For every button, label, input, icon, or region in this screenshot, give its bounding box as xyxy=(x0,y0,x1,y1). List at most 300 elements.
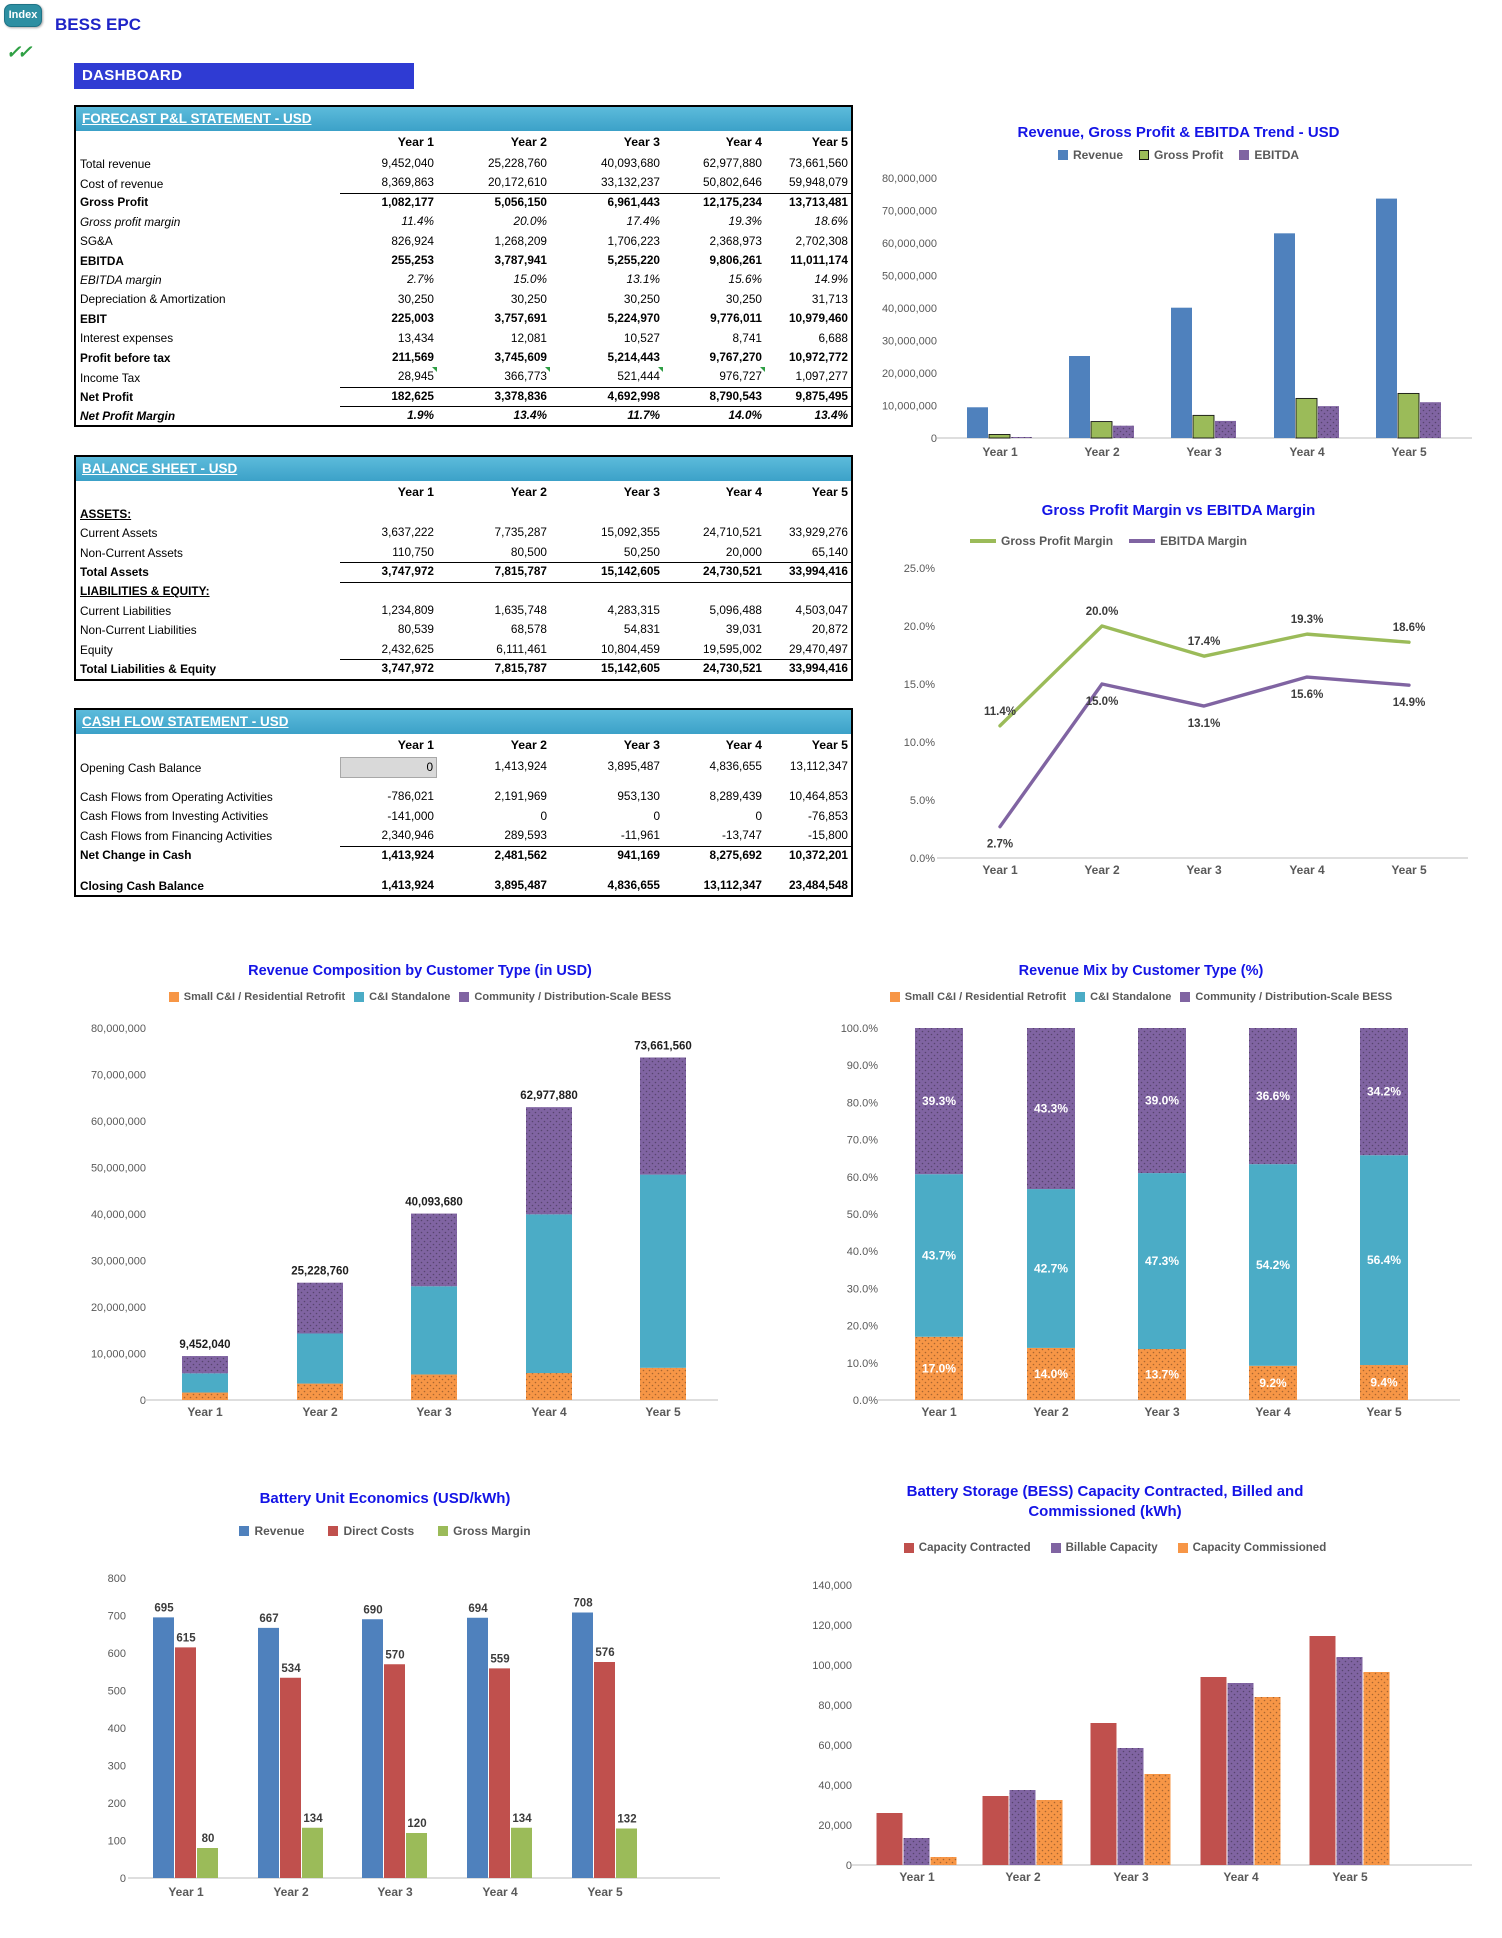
value-cell[interactable]: 9,806,261 xyxy=(709,252,762,267)
table-row xyxy=(76,846,851,865)
svg-text:Year 3: Year 3 xyxy=(1144,1405,1180,1419)
value-cell[interactable]: 50,802,646 xyxy=(663,173,765,193)
value-cell[interactable]: 15.0% xyxy=(513,272,547,287)
value-cell[interactable]: 953,130 xyxy=(617,789,660,804)
value-cell[interactable]: 1,706,223 xyxy=(607,233,660,248)
value-cell[interactable]: 5,255,220 xyxy=(607,252,660,267)
value-cell[interactable] xyxy=(550,504,663,523)
table-row xyxy=(76,757,851,776)
dashboard-banner: DASHBOARD xyxy=(74,63,414,89)
value-cell[interactable]: 14.0% xyxy=(728,408,762,423)
value-cell[interactable]: 3,895,487 xyxy=(494,877,547,892)
svg-text:15.0%: 15.0% xyxy=(1085,696,1119,708)
value-cell[interactable]: 13.1% xyxy=(626,272,660,287)
table-row xyxy=(76,543,851,562)
value-cell[interactable] xyxy=(550,582,663,601)
value-cell[interactable]: 2,340,946 xyxy=(340,826,437,846)
table-row xyxy=(76,582,851,601)
svg-text:10,000,000: 10,000,000 xyxy=(90,1348,146,1361)
value-cell[interactable]: 10,464,853 xyxy=(788,789,848,804)
value-cell[interactable]: 225,003 xyxy=(391,311,434,326)
svg-text:Year 5: Year 5 xyxy=(1391,863,1427,877)
row-label-cell[interactable]: Cost of revenue xyxy=(80,176,164,191)
value-cell[interactable]: 3,747,972 xyxy=(381,661,434,676)
value-cell[interactable] xyxy=(765,865,851,876)
svg-text:13.1%: 13.1% xyxy=(1187,718,1221,731)
value-cell[interactable]: 9,452,040 xyxy=(381,156,434,170)
svg-text:Year 5: Year 5 xyxy=(645,1405,681,1419)
value-cell[interactable]: 5,214,443 xyxy=(607,349,660,364)
index-nav-button[interactable]: Index xyxy=(4,4,42,27)
legend-label: Revenue xyxy=(254,1524,305,1538)
row-label-cell[interactable]: Net Profit xyxy=(80,389,134,404)
row-label-cell[interactable]: Equity xyxy=(80,642,113,657)
value-cell[interactable]: 521,444 xyxy=(550,367,663,387)
legend-label: Gross Profit Margin xyxy=(1001,534,1114,548)
cashflow-column-headers xyxy=(76,734,851,757)
svg-text:30,000,000: 30,000,000 xyxy=(90,1255,146,1268)
value-cell[interactable]: 20,872 xyxy=(811,622,848,637)
svg-text:47.3%: 47.3% xyxy=(1144,1254,1180,1269)
legend-label: EBITDA xyxy=(1254,148,1300,162)
value-cell[interactable]: 12,175,234 xyxy=(702,194,762,209)
value-cell[interactable]: 24,730,521 xyxy=(702,661,762,676)
value-cell[interactable]: 14.9% xyxy=(814,272,848,287)
svg-text:9.2%: 9.2% xyxy=(1259,1375,1287,1390)
svg-text:Year 1: Year 1 xyxy=(921,1405,957,1419)
value-cell[interactable]: 15,142,605 xyxy=(600,661,660,676)
svg-text:0.0%: 0.0% xyxy=(852,1395,878,1407)
value-cell[interactable]: 20,000 xyxy=(663,543,765,563)
row-label-cell[interactable]: Net Profit Margin xyxy=(80,408,176,423)
svg-text:11.4%: 11.4% xyxy=(984,705,1016,718)
value-cell[interactable]: 8,289,439 xyxy=(709,789,762,804)
value-cell[interactable]: 13,713,481 xyxy=(788,194,848,209)
value-cell[interactable]: 17.4% xyxy=(626,214,660,229)
value-cell[interactable]: 2,702,308 xyxy=(795,233,848,248)
svg-text:50,000,000: 50,000,000 xyxy=(881,270,937,283)
row-label-cell[interactable]: Profit before tax xyxy=(80,350,171,365)
table-row xyxy=(76,640,851,659)
value-cell[interactable] xyxy=(340,504,437,523)
value-cell[interactable]: 9,875,495 xyxy=(765,387,851,407)
svg-text:534: 534 xyxy=(281,1662,301,1675)
value-cell[interactable]: 5,224,970 xyxy=(607,311,660,326)
value-cell[interactable]: -15,800 xyxy=(765,826,851,846)
value-cell[interactable]: 5,096,488 xyxy=(709,602,762,617)
pnl-table-title: FORECAST P&L STATEMENT - USD xyxy=(76,107,851,131)
svg-text:19.3%: 19.3% xyxy=(1290,614,1324,627)
svg-text:60,000,000: 60,000,000 xyxy=(90,1116,146,1128)
value-cell[interactable]: 2,481,562 xyxy=(494,847,547,862)
value-cell[interactable]: 8,741 xyxy=(732,330,762,345)
value-cell[interactable]: -13,747 xyxy=(663,826,765,846)
value-cell[interactable]: 9,776,011 xyxy=(710,311,762,326)
svg-text:615: 615 xyxy=(176,1632,196,1645)
value-cell[interactable]: 13,112,347 xyxy=(703,877,762,892)
year-column-header: Year 2 xyxy=(510,135,547,149)
value-cell[interactable]: 11.4% xyxy=(401,214,434,229)
year-column-header: Year 5 xyxy=(811,135,848,149)
value-cell[interactable]: 3,637,222 xyxy=(381,525,434,540)
svg-text:Year 2: Year 2 xyxy=(1084,445,1120,459)
row-label-cell[interactable]: ASSETS: xyxy=(80,506,132,521)
value-cell[interactable]: 13.4% xyxy=(814,408,848,423)
value-cell[interactable] xyxy=(340,865,437,876)
value-cell[interactable]: 1,635,748 xyxy=(494,602,547,617)
value-cell[interactable]: 110,750 xyxy=(340,543,437,563)
svg-text:Year 4: Year 4 xyxy=(531,1405,567,1419)
value-cell[interactable]: 50,250 xyxy=(550,543,663,563)
legend-label: Gross Profit xyxy=(1154,148,1224,162)
svg-text:25,228,760: 25,228,760 xyxy=(291,1265,349,1278)
row-label-cell[interactable]: Income Tax xyxy=(80,370,141,385)
table-row xyxy=(76,290,851,309)
value-cell[interactable]: 10,527 xyxy=(623,330,660,345)
value-cell[interactable]: 30,250 xyxy=(725,291,762,306)
value-cell[interactable]: 0 xyxy=(755,808,762,823)
svg-text:60,000: 60,000 xyxy=(818,1740,852,1752)
table-row xyxy=(76,787,851,806)
chart-plot xyxy=(855,480,1502,892)
chart-revenue-mix-percent xyxy=(780,955,1502,1433)
value-cell[interactable] xyxy=(663,504,765,523)
svg-text:134: 134 xyxy=(303,1812,323,1825)
chart-plot xyxy=(780,955,1502,1433)
value-cell[interactable]: 1,082,177 xyxy=(381,194,434,209)
value-cell[interactable]: 3,745,609 xyxy=(494,349,547,364)
table-row xyxy=(76,826,851,845)
value-cell[interactable]: 1,413,924 xyxy=(494,759,547,773)
row-label-cell[interactable]: Total Assets xyxy=(80,565,149,580)
value-cell[interactable]: 366,773 xyxy=(437,367,550,387)
value-cell[interactable]: 2,368,973 xyxy=(709,233,762,248)
value-cell[interactable]: 1,097,277 xyxy=(765,367,851,387)
value-cell[interactable]: 11,011,174 xyxy=(790,252,848,267)
value-cell[interactable]: 59,948,079 xyxy=(765,173,851,193)
value-cell[interactable]: 826,924 xyxy=(391,233,434,248)
chart-plot xyxy=(780,1480,1502,1925)
svg-text:42.7%: 42.7% xyxy=(1033,1261,1069,1276)
svg-text:10.0%: 10.0% xyxy=(903,737,935,749)
year-column-header: Year 5 xyxy=(811,485,848,499)
table-row xyxy=(76,212,851,231)
row-label-cell[interactable]: SG&A xyxy=(80,234,113,249)
svg-text:43.7%: 43.7% xyxy=(921,1248,957,1263)
value-cell[interactable]: -76,853 xyxy=(807,808,848,823)
value-cell[interactable]: 5,056,150 xyxy=(494,194,547,209)
value-cell[interactable]: 31,713 xyxy=(811,291,848,306)
value-cell[interactable]: 0 xyxy=(540,808,547,823)
row-label-cell[interactable]: Non-Current Liabilities xyxy=(80,623,197,638)
value-cell[interactable]: 24,730,521 xyxy=(663,562,765,582)
svg-text:Year 1: Year 1 xyxy=(187,1405,223,1419)
balance-sheet-title: BALANCE SHEET - USD xyxy=(76,457,851,481)
svg-text:20.0%: 20.0% xyxy=(846,1320,878,1333)
value-cell[interactable]: 40,093,680 xyxy=(600,156,660,170)
chart-title: Revenue Composition by Customer Type (in USD) xyxy=(248,963,592,979)
value-cell[interactable]: 13,112,347 xyxy=(789,759,848,773)
svg-text:100.0%: 100.0% xyxy=(840,1023,878,1035)
value-cell[interactable]: 2.7% xyxy=(407,272,434,287)
value-cell[interactable]: 12,081 xyxy=(510,330,547,345)
chart-title: Battery Storage (BESS) Capacity Contracted, Billed and Commissioned (kWh) xyxy=(906,1483,1304,1520)
value-cell[interactable]: 33,994,416 xyxy=(788,661,848,676)
value-cell[interactable]: 39,031 xyxy=(725,622,762,637)
value-cell[interactable]: 62,977,880 xyxy=(702,156,762,170)
row-label-cell[interactable]: Cash Flows from Operating Activities xyxy=(80,790,273,805)
chart-title: Revenue Mix by Customer Type (%) xyxy=(1018,963,1264,979)
table-row xyxy=(76,504,851,523)
svg-text:70,000,000: 70,000,000 xyxy=(90,1069,146,1082)
value-cell[interactable]: 0 xyxy=(653,808,660,823)
svg-text:120,000: 120,000 xyxy=(812,1620,852,1632)
legend-label: Small C&I / Residential Retrofit xyxy=(183,991,346,1003)
svg-text:73,661,560: 73,661,560 xyxy=(634,1040,692,1053)
row-label-cell[interactable]: Net Change in Cash xyxy=(80,848,192,863)
value-cell[interactable]: 3,378,836 xyxy=(437,387,550,407)
value-cell[interactable]: 15.6% xyxy=(728,272,762,287)
value-cell[interactable] xyxy=(765,504,851,523)
row-label-cell[interactable]: Non-Current Assets xyxy=(80,545,183,560)
row-label-cell[interactable]: EBITDA margin xyxy=(80,273,162,288)
svg-text:10.0%: 10.0% xyxy=(846,1357,878,1370)
value-cell[interactable]: 8,369,863 xyxy=(340,173,437,193)
value-cell[interactable] xyxy=(550,776,663,787)
table-row xyxy=(76,523,851,542)
table-row xyxy=(76,876,851,895)
value-cell[interactable]: 11.7% xyxy=(627,408,660,423)
value-cell[interactable]: 1.9% xyxy=(407,408,434,423)
balance-column-headers xyxy=(76,481,851,504)
value-cell[interactable]: 68,578 xyxy=(510,622,547,637)
value-cell[interactable]: 211,569 xyxy=(392,349,434,364)
table-row xyxy=(76,154,851,173)
value-cell[interactable]: 20.0% xyxy=(513,214,547,229)
value-cell[interactable] xyxy=(437,582,550,601)
value-cell[interactable]: 18.6% xyxy=(814,214,848,229)
svg-text:570: 570 xyxy=(385,1649,405,1662)
value-cell[interactable]: 15,142,605 xyxy=(550,562,663,582)
value-cell[interactable]: -141,000 xyxy=(387,808,434,823)
value-cell[interactable]: 1,413,924 xyxy=(381,847,434,862)
table-row xyxy=(76,659,851,678)
table-row xyxy=(76,807,851,826)
value-cell[interactable]: 3,757,691 xyxy=(494,311,547,326)
legend-label: C&I Standalone xyxy=(369,991,451,1003)
row-label-cell[interactable]: Gross profit margin xyxy=(80,214,181,229)
value-cell[interactable]: 1,234,809 xyxy=(381,602,434,617)
value-cell[interactable] xyxy=(765,582,851,601)
value-cell[interactable]: 2,432,625 xyxy=(340,640,437,660)
value-cell[interactable]: 0 xyxy=(340,757,437,778)
svg-text:36.6%: 36.6% xyxy=(1255,1089,1291,1104)
value-cell[interactable]: 73,661,560 xyxy=(788,156,848,170)
value-cell[interactable]: 25,228,760 xyxy=(487,156,547,170)
value-cell[interactable] xyxy=(663,582,765,601)
chart-bess-capacity xyxy=(780,1480,1502,1925)
value-cell[interactable]: 19.3% xyxy=(728,214,762,229)
value-cell[interactable]: 54,831 xyxy=(623,622,660,637)
value-cell[interactable]: 80,500 xyxy=(437,543,550,563)
value-cell[interactable]: 289,593 xyxy=(437,826,550,846)
svg-text:30,000,000: 30,000,000 xyxy=(881,335,937,348)
value-cell[interactable]: 19,595,002 xyxy=(663,640,765,660)
legend-label: Community / Distribution-Scale BESS xyxy=(474,991,672,1003)
value-cell[interactable]: 28,945 xyxy=(340,367,437,387)
row-label-cell[interactable]: Depreciation & Amortization xyxy=(80,292,226,307)
value-cell[interactable] xyxy=(663,865,765,876)
value-cell[interactable]: 1,268,209 xyxy=(494,233,547,248)
year-column-header: Year 1 xyxy=(397,485,434,499)
row-label-cell[interactable]: Cash Flows from Investing Activities xyxy=(80,809,269,824)
value-cell[interactable]: 30,250 xyxy=(623,291,660,306)
value-cell[interactable]: 3,787,941 xyxy=(494,252,547,267)
value-cell[interactable]: 8,790,543 xyxy=(663,387,765,407)
value-cell[interactable]: 976,727 xyxy=(663,367,765,387)
value-cell[interactable]: 6,688 xyxy=(818,330,848,345)
svg-text:17.0%: 17.0% xyxy=(921,1361,957,1376)
chart-plot xyxy=(60,1480,780,1925)
svg-text:Year 3: Year 3 xyxy=(377,1885,413,1899)
chart-plot xyxy=(60,955,780,1433)
value-cell[interactable] xyxy=(437,504,550,523)
legend-label: Billable Capacity xyxy=(1065,1542,1158,1554)
value-cell[interactable]: 8,275,692 xyxy=(709,847,762,862)
value-cell[interactable]: 4,692,998 xyxy=(550,387,663,407)
value-cell[interactable] xyxy=(340,582,437,601)
value-cell[interactable]: 10,804,459 xyxy=(550,640,663,660)
svg-text:700: 700 xyxy=(107,1610,126,1623)
value-cell[interactable]: 13,434 xyxy=(397,330,434,345)
svg-text:800: 800 xyxy=(107,1573,126,1585)
svg-text:Year 4: Year 4 xyxy=(1223,1870,1259,1884)
legend-label: Community / Distribution-Scale BESS xyxy=(1195,991,1393,1003)
value-cell[interactable]: 80,539 xyxy=(397,622,434,637)
value-cell[interactable] xyxy=(437,865,550,876)
svg-text:20,000,000: 20,000,000 xyxy=(90,1302,146,1314)
chart-plot xyxy=(855,118,1502,470)
value-cell[interactable]: 6,111,461 xyxy=(437,640,550,660)
value-cell[interactable]: 24,710,521 xyxy=(702,525,762,540)
value-cell[interactable]: 255,253 xyxy=(391,252,434,267)
table-row xyxy=(76,173,851,192)
svg-text:100,000: 100,000 xyxy=(812,1660,852,1672)
year-column-header: Year 3 xyxy=(623,738,660,752)
value-cell[interactable]: 33,929,276 xyxy=(788,525,848,540)
value-cell[interactable]: 7,815,787 xyxy=(494,661,547,676)
svg-text:40.0%: 40.0% xyxy=(846,1246,878,1259)
svg-text:5.0%: 5.0% xyxy=(909,795,935,807)
value-cell[interactable]: 10,372,201 xyxy=(788,847,848,862)
svg-text:34.2%: 34.2% xyxy=(1366,1084,1402,1099)
value-cell[interactable]: 182,625 xyxy=(340,387,437,407)
svg-text:Year 1: Year 1 xyxy=(168,1885,204,1899)
value-cell[interactable]: 3,747,972 xyxy=(340,562,437,582)
svg-text:14.9%: 14.9% xyxy=(1392,697,1426,710)
svg-text:15.0%: 15.0% xyxy=(903,679,935,691)
svg-text:0: 0 xyxy=(139,1395,146,1407)
svg-text:708: 708 xyxy=(573,1597,593,1610)
value-cell[interactable]: 23,484,548 xyxy=(788,877,848,892)
svg-text:80: 80 xyxy=(201,1833,215,1845)
row-label-cell[interactable]: Total revenue xyxy=(80,156,151,171)
svg-text:62,977,880: 62,977,880 xyxy=(520,1090,578,1103)
legend-label: C&I Standalone xyxy=(1090,991,1172,1003)
row-label-cell[interactable]: Current Liabilities xyxy=(80,603,172,618)
value-cell[interactable]: 10,972,772 xyxy=(788,349,848,364)
table-row xyxy=(76,562,851,581)
value-cell[interactable]: 3,895,487 xyxy=(607,759,660,773)
value-cell[interactable]: 29,470,497 xyxy=(765,640,851,660)
value-cell[interactable]: 7,735,287 xyxy=(494,525,547,540)
row-label-cell[interactable]: EBITDA xyxy=(80,253,124,268)
svg-text:39.0%: 39.0% xyxy=(1144,1093,1180,1108)
svg-text:300: 300 xyxy=(107,1760,126,1773)
value-cell[interactable]: 15,092,355 xyxy=(600,525,660,540)
value-cell[interactable] xyxy=(437,776,550,787)
value-cell[interactable] xyxy=(550,865,663,876)
svg-text:0.0%: 0.0% xyxy=(909,853,935,865)
svg-text:690: 690 xyxy=(363,1604,383,1617)
value-cell[interactable]: 65,140 xyxy=(765,543,851,563)
row-label-cell[interactable]: Current Assets xyxy=(80,526,158,541)
row-label-cell[interactable]: EBIT xyxy=(80,311,107,326)
year-column-header: Year 4 xyxy=(725,135,762,149)
value-cell[interactable]: 4,503,047 xyxy=(795,602,848,617)
value-cell[interactable]: -11,961 xyxy=(550,826,663,846)
value-cell[interactable]: 30,250 xyxy=(510,291,547,306)
legend-label: Capacity Commissioned xyxy=(1192,1542,1327,1554)
svg-text:50.0%: 50.0% xyxy=(846,1209,878,1221)
row-label-cell[interactable]: Total Liabilities & Equity xyxy=(80,661,217,676)
value-cell[interactable]: 4,283,315 xyxy=(607,602,660,617)
value-cell[interactable]: 4,836,655 xyxy=(709,759,762,773)
value-cell[interactable]: 1,413,924 xyxy=(381,877,434,892)
svg-text:50,000,000: 50,000,000 xyxy=(90,1162,146,1175)
row-label-cell[interactable]: Closing Cash Balance xyxy=(80,878,204,893)
value-cell[interactable]: 6,961,443 xyxy=(607,194,660,209)
value-cell[interactable]: -786,021 xyxy=(387,789,434,804)
value-cell[interactable]: 2,191,969 xyxy=(494,789,547,804)
value-cell[interactable]: 20,172,610 xyxy=(437,173,550,193)
value-cell[interactable]: 4,836,655 xyxy=(607,877,660,892)
year-column-header: Year 4 xyxy=(725,738,762,752)
value-cell[interactable]: 9,767,270 xyxy=(709,349,762,364)
year-column-header: Year 5 xyxy=(811,738,848,752)
value-cell[interactable]: 33,132,237 xyxy=(550,173,663,193)
value-cell[interactable]: 7,815,787 xyxy=(437,562,550,582)
row-label-cell[interactable]: Gross Profit xyxy=(80,195,149,210)
row-label-cell[interactable]: Cash Flows from Financing Activities xyxy=(80,829,273,844)
table-row xyxy=(76,865,851,876)
value-cell[interactable]: 33,994,416 xyxy=(765,562,851,582)
value-cell[interactable]: 13.4% xyxy=(513,408,547,423)
year-column-header: Year 4 xyxy=(725,485,762,499)
row-label-cell[interactable]: LIABILITIES & EQUITY: xyxy=(80,584,210,599)
table-row xyxy=(76,251,851,270)
row-label-cell[interactable]: Opening Cash Balance xyxy=(80,760,202,775)
legend-label: Capacity Contracted xyxy=(918,1542,1031,1554)
svg-text:0: 0 xyxy=(930,433,937,445)
row-label-cell[interactable]: Interest expenses xyxy=(80,331,174,346)
value-cell[interactable]: 30,250 xyxy=(397,291,434,306)
value-cell[interactable]: 941,169 xyxy=(617,847,660,862)
value-cell[interactable]: 10,979,460 xyxy=(788,311,848,326)
value-cell[interactable] xyxy=(340,776,437,787)
value-cell[interactable] xyxy=(765,776,851,787)
value-cell[interactable] xyxy=(663,776,765,787)
